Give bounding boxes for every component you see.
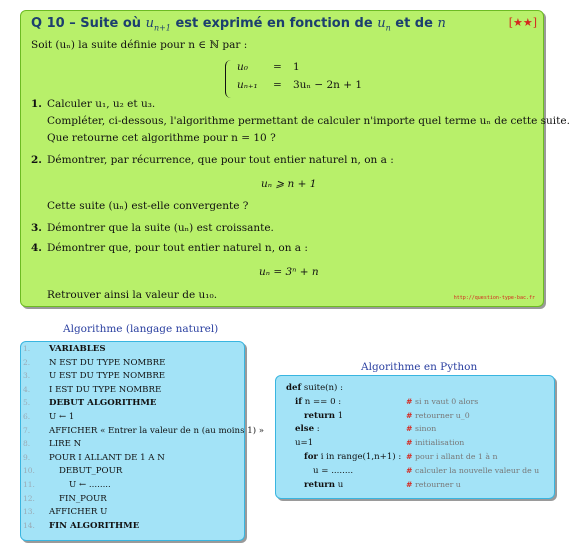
- algo-python-caption: Algorithme en Python: [361, 361, 478, 373]
- system-l2-rhs: 3uₙ − 2n + 1: [293, 79, 363, 91]
- line-text: VARIABLES: [49, 344, 106, 354]
- item-3-num: 3.: [31, 222, 42, 234]
- code-comment: [406, 438, 464, 447]
- line-number: 7.: [23, 425, 31, 435]
- line-text: FIN ALGORITHME: [49, 520, 140, 531]
- comment-hash: #: [406, 396, 413, 406]
- line-text: U ← 1: [49, 412, 75, 422]
- item-4-text: Démontrer que, pour tout entier naturel n, on a :: [47, 242, 308, 254]
- line-number: 13.: [23, 507, 35, 517]
- code-keyword: else: [295, 424, 315, 435]
- source-url: http://question-type-bac.fr: [453, 295, 535, 301]
- line-number: 8.: [23, 439, 31, 449]
- item-4-retrieve: Retrouver ainsi la valeur de u₁₀.: [47, 289, 218, 301]
- code-keyword: return: [304, 479, 335, 490]
- line-text: I EST DU TYPE NOMBRE: [49, 384, 162, 395]
- code-comment: [406, 424, 436, 433]
- line-text: DEBUT ALGORITHME: [49, 398, 157, 409]
- code-rest: u = ........: [313, 465, 354, 476]
- line-text: AFFICHER U: [49, 507, 108, 518]
- algo-natural-box: [20, 341, 265, 541]
- line-number: 10.: [23, 466, 35, 476]
- comment-text: si n vaut 0 alors: [415, 396, 479, 406]
- algo-python-line: [276, 424, 554, 437]
- item-4-formula: uₙ = 3ⁿ + n: [259, 266, 319, 278]
- comment-text: calculer la nouvelle valeur de u: [415, 465, 540, 475]
- code-rest: n == 0 :: [301, 396, 342, 407]
- code-rest: 1: [335, 410, 344, 421]
- line-number: 2.: [23, 357, 31, 367]
- code-text: [295, 424, 320, 434]
- comment-text: pour i allant de 1 à n: [415, 452, 498, 461]
- intro-text: Soit (uₙ) la suite définie pour n ∈ ℕ par :: [31, 39, 248, 51]
- algo-python-line: [276, 480, 554, 493]
- code-comment: [406, 411, 470, 420]
- comment-hash: #: [406, 438, 413, 448]
- code-keyword: if: [295, 396, 302, 407]
- line-number: 6.: [23, 412, 31, 421]
- algo-python-line: [276, 397, 554, 410]
- code-comment: [406, 452, 498, 461]
- line-number: 14.: [23, 520, 35, 530]
- algo-python-line: [276, 383, 554, 396]
- line-number: 9.: [23, 452, 31, 462]
- code-text: [313, 466, 353, 476]
- line-text: POUR I ALLANT DE 1 A N: [49, 452, 165, 463]
- title-and: et de: [395, 16, 433, 31]
- system-l2-eq: =: [273, 79, 282, 91]
- line-number: 12.: [23, 493, 35, 503]
- line-text: DEBUT_POUR: [59, 466, 123, 477]
- item-2-formula: uₙ ⩾ n + 1: [261, 178, 317, 190]
- comment-hash: #: [406, 465, 413, 475]
- item-2-text: Démontrer, par récurrence, que pour tout entier naturel n, on a :: [47, 154, 394, 166]
- code-text: [304, 411, 343, 421]
- algo-python-line: [276, 466, 554, 479]
- algo-natural-caption: Algorithme (langage naturel): [63, 323, 219, 335]
- item-3-text: Démontrer que la suite (uₙ) est croissante.: [47, 222, 274, 234]
- line-number: 11.: [23, 480, 35, 489]
- code-keyword: for: [304, 452, 318, 462]
- comment-hash: #: [406, 452, 413, 461]
- system-brace: [225, 60, 234, 98]
- item-4-num: 4.: [31, 242, 42, 254]
- code-rest: u=1: [295, 438, 314, 449]
- code-text: [304, 452, 401, 462]
- algo-python-line: [276, 438, 554, 451]
- comment-text: retourner u: [415, 479, 461, 489]
- algo-python-line: [276, 452, 554, 465]
- system-l1-rhs: 1: [293, 61, 300, 73]
- line-text: N EST DU TYPE NOMBRE: [49, 357, 166, 368]
- code-comment: [406, 480, 461, 489]
- title-n: n: [437, 16, 446, 31]
- question-title: [31, 16, 446, 33]
- code-rest: suite(n) :: [301, 383, 344, 393]
- comment-text: sinon: [415, 424, 437, 434]
- code-text: [295, 438, 313, 448]
- code-keyword: def: [286, 383, 302, 393]
- code-comment: [406, 466, 539, 475]
- line-text: U EST DU TYPE NOMBRE: [49, 371, 166, 382]
- line-text: AFFICHER « Entrer la valeur de n (au moins 1) »: [49, 425, 265, 436]
- comment-hash: #: [406, 410, 413, 420]
- code-text: [286, 383, 343, 393]
- title-mid: est exprimé en fonction de: [175, 16, 373, 31]
- comment-text: retourner u_0: [415, 410, 470, 420]
- item-2-convergence: Cette suite (uₙ) est-elle convergente ?: [47, 200, 249, 212]
- comment-hash: #: [406, 479, 413, 489]
- line-text: LIRE N: [49, 439, 82, 450]
- code-rest: i in range(1,n+1) :: [317, 452, 402, 462]
- line-text: U ← ........: [69, 480, 111, 490]
- question-box: [20, 10, 570, 307]
- item-2-num: 2.: [31, 154, 42, 166]
- title-prefix: Q 10 – Suite où: [31, 16, 142, 31]
- system-l2-lhs: uₙ₊₁: [237, 79, 258, 91]
- difficulty-stars: [★★]: [508, 16, 537, 29]
- code-comment: [406, 397, 478, 406]
- line-number: 3.: [23, 371, 31, 381]
- item-1-text: Calculer u₁, u₂ et u₃.: [47, 98, 156, 110]
- line-text: FIN_POUR: [59, 493, 107, 504]
- item-1-num: 1.: [31, 98, 42, 110]
- line-number: 5.: [23, 398, 31, 408]
- line-number: 1.: [23, 344, 31, 353]
- algo-python-line: [276, 411, 554, 424]
- algo-python-box: [275, 375, 555, 499]
- code-rest: :: [314, 424, 320, 435]
- code-text: [304, 480, 343, 490]
- code-text: [295, 397, 341, 407]
- title-un: $u_n$: [377, 16, 391, 33]
- code-rest: u: [335, 479, 344, 490]
- code-keyword: return: [304, 410, 335, 421]
- system-l1-eq: =: [273, 61, 282, 73]
- title-un1: $u_{n+1}$: [145, 16, 171, 33]
- item-1-return: Que retourne cet algorithme pour n = 10 ?: [47, 132, 276, 144]
- system-l1-lhs: u₀: [237, 61, 248, 73]
- comment-text: initialisation: [415, 438, 465, 448]
- line-number: 4.: [23, 384, 31, 394]
- comment-hash: #: [406, 424, 413, 434]
- item-1-complete: Compléter, ci-dessous, l'algorithme permettant de calculer n'importe quel terme uₙ de cette suite.: [47, 115, 570, 127]
